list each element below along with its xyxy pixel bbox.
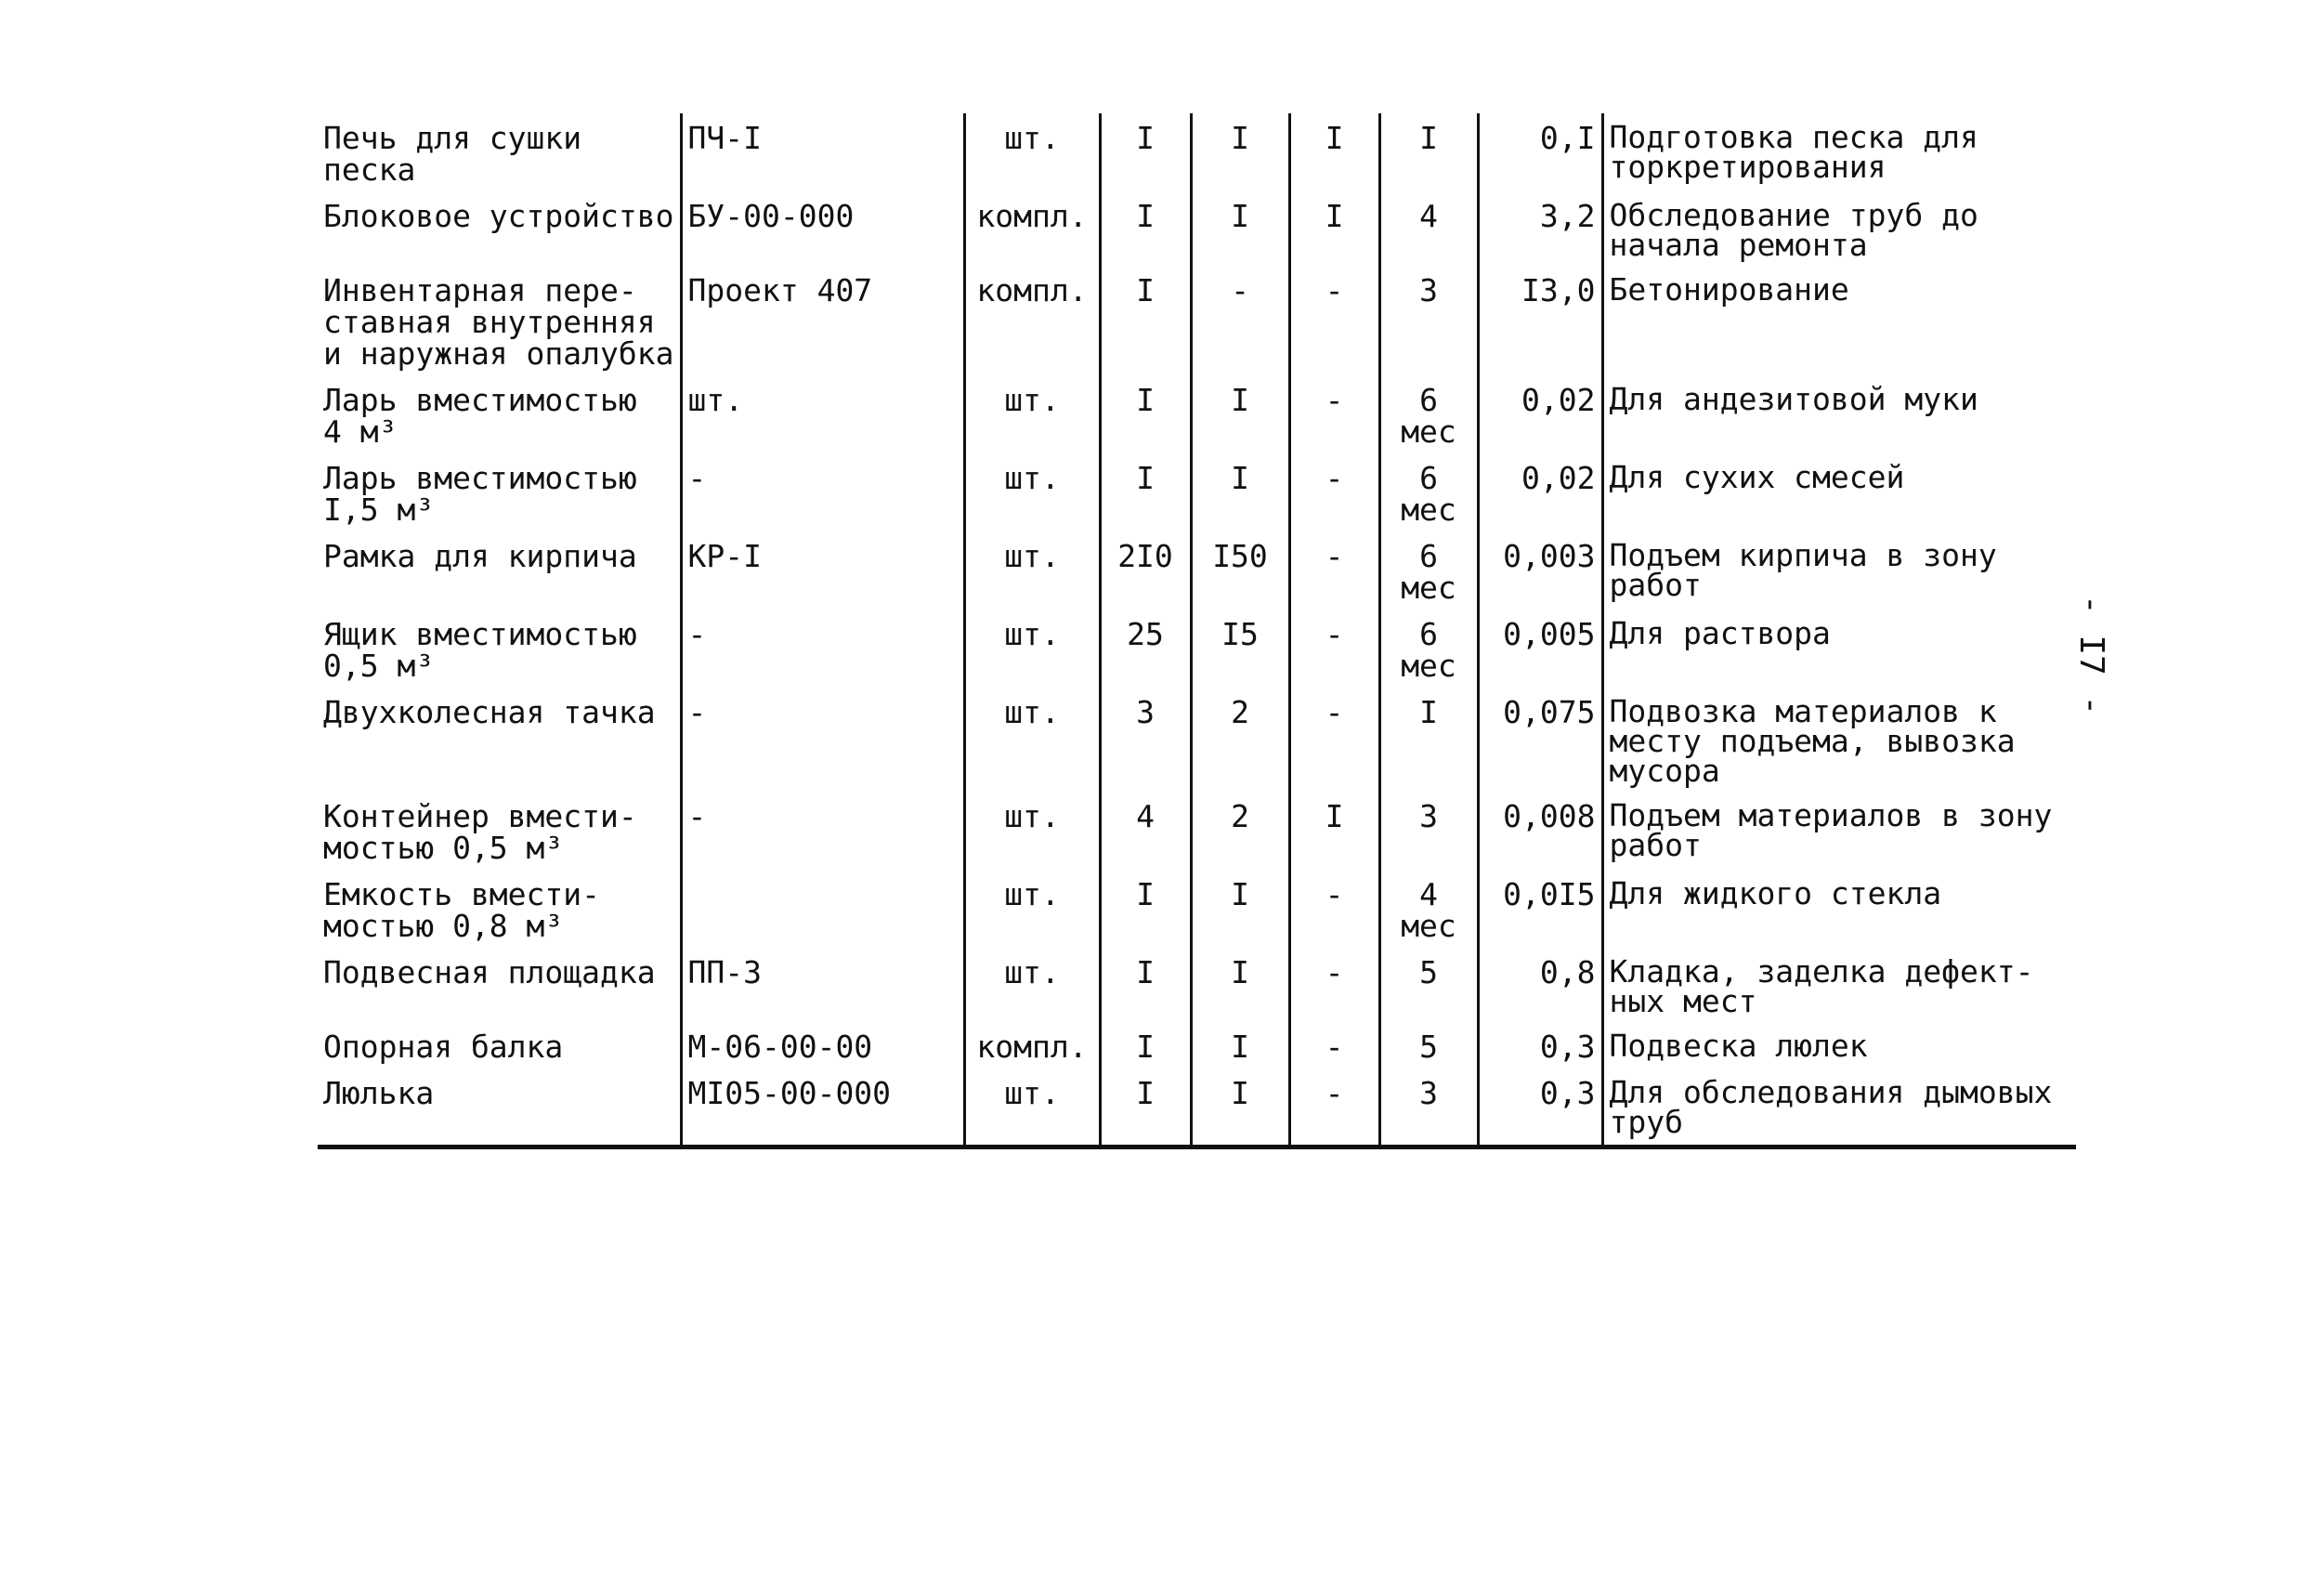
service-life-cell: 6 мес (1379, 453, 1478, 531)
service-life-cell: 3 (1379, 792, 1478, 870)
purpose-cell: Кладка, заделка дефект-ных мест (1602, 948, 2076, 1022)
quantity-2-cell: I (1191, 375, 1289, 453)
mass-cell: 0,0I5 (1478, 870, 1602, 948)
mass-cell: 3,2 (1478, 191, 1602, 266)
quantity-1-cell: 25 (1100, 609, 1191, 688)
mass-cell: 0,003 (1478, 531, 1602, 609)
equipment-name-cell: Ларь вместимостью 4 м³ (323, 382, 637, 450)
equipment-mark-cell: МI05-00-000 (681, 1068, 964, 1147)
equipment-mark-cell: БУ-00-000 (681, 191, 964, 266)
quantity-1-cell: I (1100, 191, 1191, 266)
table-row (318, 191, 2076, 266)
purpose-cell: Для андезитовой муки (1602, 375, 2076, 453)
table-row (318, 870, 2076, 948)
unit-cell: компл. (964, 266, 1100, 375)
equipment-name-cell: Блоковое устройство (323, 198, 674, 234)
mass-cell: 0,005 (1478, 609, 1602, 688)
purpose-cell: Для раствора (1602, 609, 2076, 688)
purpose-cell: Подъем кирпича в зону работ (1602, 531, 2076, 609)
unit-cell: компл. (964, 191, 1100, 266)
table-row (318, 266, 2076, 375)
purpose-cell: Для жидкого стекла (1602, 870, 2076, 948)
equipment-mark-cell: - (681, 453, 964, 531)
equipment-name-cell: Ларь вместимостью I,5 м³ (323, 460, 637, 528)
table-row (318, 375, 2076, 453)
purpose-cell: Для сухих смесей (1602, 453, 2076, 531)
purpose-cell: Подготовка песка для торкретирования (1602, 113, 2076, 191)
equipment-mark-cell: КР-I (681, 531, 964, 609)
purpose-cell: Бетонирование (1602, 266, 2076, 375)
quantity-3-cell: - (1289, 266, 1379, 375)
mass-cell: 0,3 (1478, 1022, 1602, 1068)
equipment-name-cell: Инвентарная пере- ставная внутренняя и наружная опалубка (323, 272, 674, 372)
table-row (318, 453, 2076, 531)
quantity-2-cell: I50 (1191, 531, 1289, 609)
unit-cell: компл. (964, 1022, 1100, 1068)
quantity-3-cell: I (1289, 191, 1379, 266)
service-life-cell: 6 мес (1379, 531, 1478, 609)
table-row (318, 688, 2076, 792)
equipment-mark-cell: - (681, 792, 964, 870)
service-life-cell: 4 (1379, 191, 1478, 266)
quantity-1-cell: I (1100, 375, 1191, 453)
quantity-3-cell: I (1289, 792, 1379, 870)
purpose-cell: Подвозка материалов к месту подъема, вывозка мусора (1602, 688, 2076, 792)
unit-cell: шт. (964, 453, 1100, 531)
table-row (318, 609, 2076, 688)
quantity-3-cell: - (1289, 1022, 1379, 1068)
service-life-cell: 5 (1379, 1022, 1478, 1068)
table-row (318, 792, 2076, 870)
quantity-3-cell: - (1289, 1068, 1379, 1147)
equipment-name-cell: Контейнер вмести- мостью 0,5 м³ (323, 798, 637, 866)
equipment-name-cell: Ящик вместимостью 0,5 м³ (323, 616, 637, 684)
table-row (318, 948, 2076, 1022)
service-life-cell: I (1379, 688, 1478, 792)
equipment-name-cell: Рамка для кирпича (323, 538, 637, 574)
mass-cell: 0,075 (1478, 688, 1602, 792)
quantity-2-cell: 2 (1191, 792, 1289, 870)
quantity-1-cell: 2I0 (1100, 531, 1191, 609)
unit-cell: шт. (964, 1068, 1100, 1147)
purpose-cell: Подвеска люлек (1602, 1022, 2076, 1068)
service-life-cell: 6 мес (1379, 609, 1478, 688)
equipment-mark-cell: ПЧ-I (681, 113, 964, 191)
unit-cell: шт. (964, 609, 1100, 688)
equipment-mark-cell: - (681, 609, 964, 688)
service-life-cell: I (1379, 113, 1478, 191)
mass-cell: I3,0 (1478, 266, 1602, 375)
service-life-cell: 4 мес (1379, 870, 1478, 948)
equipment-mark-cell: Проект 407 (681, 266, 964, 375)
quantity-2-cell: I5 (1191, 609, 1289, 688)
equipment-mark-cell: - (681, 688, 964, 792)
unit-cell: шт. (964, 792, 1100, 870)
quantity-1-cell: I (1100, 1068, 1191, 1147)
unit-cell: шт. (964, 531, 1100, 609)
quantity-1-cell: I (1100, 1022, 1191, 1068)
quantity-2-cell: I (1191, 191, 1289, 266)
quantity-2-cell: 2 (1191, 688, 1289, 792)
equipment-table-body (318, 113, 2076, 1147)
quantity-1-cell: I (1100, 113, 1191, 191)
quantity-2-cell: - (1191, 266, 1289, 375)
quantity-1-cell: I (1100, 948, 1191, 1022)
quantity-1-cell: I (1100, 870, 1191, 948)
quantity-1-cell: I (1100, 266, 1191, 375)
quantity-3-cell: - (1289, 531, 1379, 609)
equipment-name-cell: Печь для сушки песка (323, 120, 582, 188)
quantity-2-cell: I (1191, 948, 1289, 1022)
page-number: - I7 - (2072, 594, 2111, 716)
quantity-2-cell: I (1191, 113, 1289, 191)
quantity-2-cell: I (1191, 453, 1289, 531)
table-row (318, 531, 2076, 609)
table-row (318, 1068, 2076, 1147)
quantity-2-cell: I (1191, 870, 1289, 948)
unit-cell: шт. (964, 948, 1100, 1022)
unit-cell: шт. (964, 688, 1100, 792)
purpose-cell: Подъем материалов в зону работ (1602, 792, 2076, 870)
unit-cell: шт. (964, 375, 1100, 453)
quantity-1-cell: 4 (1100, 792, 1191, 870)
service-life-cell: 6 мес (1379, 375, 1478, 453)
purpose-cell: Для обследования дымовых труб (1602, 1068, 2076, 1147)
equipment-mark-cell: М-06-00-00 (681, 1022, 964, 1068)
equipment-name-cell: Опорная балка (323, 1029, 564, 1065)
unit-cell: шт. (964, 113, 1100, 191)
equipment-name-cell: Емкость вмести- мостью 0,8 м³ (323, 876, 601, 944)
equipment-name-cell: Подвесная площадка (323, 954, 656, 990)
mass-cell: 0,I (1478, 113, 1602, 191)
mass-cell: 0,3 (1478, 1068, 1602, 1147)
equipment-mark-cell: шт. (681, 375, 964, 453)
quantity-3-cell: - (1289, 609, 1379, 688)
service-life-cell: 3 (1379, 1068, 1478, 1147)
quantity-3-cell: - (1289, 453, 1379, 531)
mass-cell: 0,008 (1478, 792, 1602, 870)
equipment-mark-cell (681, 870, 964, 948)
quantity-2-cell: I (1191, 1068, 1289, 1147)
unit-cell: шт. (964, 870, 1100, 948)
mass-cell: 0,02 (1478, 453, 1602, 531)
equipment-table (318, 113, 2076, 1149)
quantity-3-cell: - (1289, 375, 1379, 453)
quantity-1-cell: I (1100, 453, 1191, 531)
equipment-mark-cell: ПП-3 (681, 948, 964, 1022)
quantity-3-cell: - (1289, 948, 1379, 1022)
service-life-cell: 5 (1379, 948, 1478, 1022)
mass-cell: 0,8 (1478, 948, 1602, 1022)
service-life-cell: 3 (1379, 266, 1478, 375)
purpose-cell: Обследование труб до начала ремонта (1602, 191, 2076, 266)
mass-cell: 0,02 (1478, 375, 1602, 453)
quantity-3-cell: I (1289, 113, 1379, 191)
equipment-name-cell: Люлька (318, 1068, 681, 1147)
quantity-3-cell: - (1289, 870, 1379, 948)
quantity-3-cell: - (1289, 688, 1379, 792)
table-row (318, 1022, 2076, 1068)
equipment-name-cell: Двухколесная тачка (323, 694, 656, 730)
table-row (318, 113, 2076, 191)
quantity-1-cell: 3 (1100, 688, 1191, 792)
quantity-2-cell: I (1191, 1022, 1289, 1068)
